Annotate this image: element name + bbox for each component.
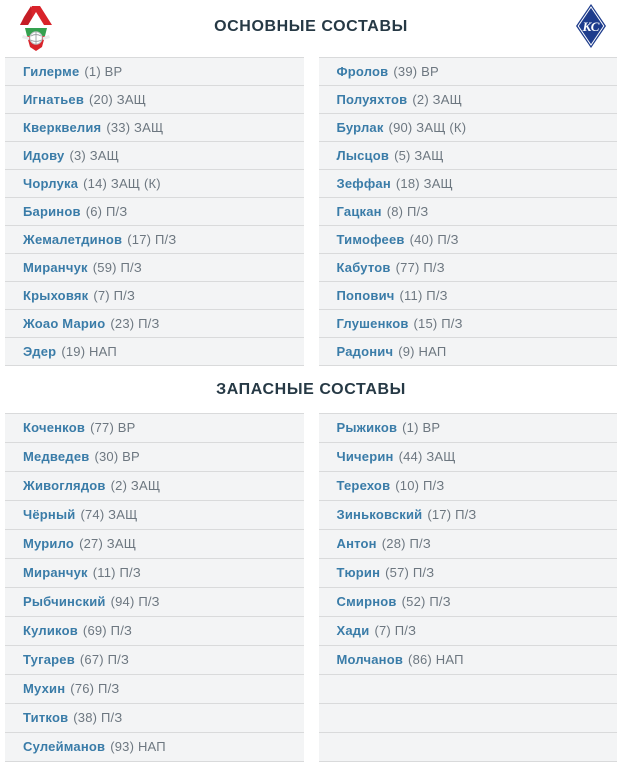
player-row xyxy=(5,442,304,471)
player-row xyxy=(5,169,304,197)
player-details: (44) ЗАЩ xyxy=(398,449,456,464)
player-row xyxy=(5,674,304,703)
player-details: (27) ЗАЩ xyxy=(79,536,137,551)
player-details: (74) ЗАЩ xyxy=(80,507,138,522)
player-name[interactable]: Бурлак xyxy=(336,120,384,135)
player-name[interactable]: Тугарев xyxy=(23,652,75,667)
player-details: (14) ЗАЩ (К) xyxy=(83,176,161,191)
player-row xyxy=(319,85,618,113)
player-name[interactable]: Крыховяк xyxy=(23,288,89,303)
player-row xyxy=(5,57,304,85)
player-details: (23) П/З xyxy=(110,316,160,331)
away-reserve-squad-list xyxy=(319,413,618,762)
home-reserve-squad-list xyxy=(5,413,304,762)
player-name[interactable]: Чорлука xyxy=(23,176,79,191)
player-name[interactable]: Тимофеев xyxy=(336,232,405,247)
player-name[interactable]: Куликов xyxy=(23,623,78,638)
player-name[interactable]: Идову xyxy=(23,148,65,163)
player-details: (94) П/З xyxy=(110,594,160,609)
player-details: (57) П/З xyxy=(385,565,435,580)
player-row xyxy=(319,442,618,471)
player-name[interactable]: Мухин xyxy=(23,681,66,696)
player-details: (7) П/З xyxy=(374,623,417,638)
player-row xyxy=(319,281,618,309)
player-row xyxy=(319,674,618,703)
player-row xyxy=(319,113,618,141)
player-details: (86) НАП xyxy=(408,652,464,667)
player-row xyxy=(319,645,618,674)
svg-text:КС: КС xyxy=(582,19,600,34)
player-details: (9) НАП xyxy=(398,344,447,359)
player-row xyxy=(5,471,304,500)
player-name[interactable]: Терехов xyxy=(336,478,391,493)
player-details: (17) П/З xyxy=(427,507,477,522)
player-details: (77) П/З xyxy=(395,260,445,275)
player-details: (30) ВР xyxy=(94,449,140,464)
player-details: (15) П/З xyxy=(413,316,463,331)
player-name[interactable]: Коченков xyxy=(23,420,86,435)
player-row xyxy=(319,309,618,337)
player-row xyxy=(5,529,304,558)
player-row xyxy=(5,645,304,674)
player-name[interactable]: Смирнов xyxy=(336,594,397,609)
player-details: (38) П/З xyxy=(73,710,123,725)
player-row xyxy=(5,253,304,281)
player-details: (77) ВР xyxy=(90,420,136,435)
player-row xyxy=(5,732,304,761)
player-details: (67) П/З xyxy=(79,652,130,667)
player-row xyxy=(319,587,618,616)
player-row xyxy=(5,558,304,587)
player-details: (20) ЗАЩ xyxy=(89,92,147,107)
player-details: (18) ЗАЩ xyxy=(395,176,453,191)
player-name[interactable]: Лысцов xyxy=(336,148,390,163)
player-details: (52) П/З xyxy=(401,594,451,609)
player-name[interactable]: Рыжиков xyxy=(336,420,398,435)
player-name[interactable]: Радонич xyxy=(336,344,394,359)
player-row xyxy=(5,281,304,309)
player-name[interactable]: Молчанов xyxy=(336,652,404,667)
player-row xyxy=(5,113,304,141)
player-name[interactable]: Миранчук xyxy=(23,565,88,580)
player-name[interactable]: Антон xyxy=(336,536,377,551)
player-details: (11) П/З xyxy=(92,565,141,580)
player-details: (33) ЗАЩ xyxy=(106,120,164,135)
player-details: (11) П/З xyxy=(399,288,448,303)
player-details: (2) ЗАЩ xyxy=(412,92,462,107)
player-name[interactable]: Сулейманов xyxy=(23,739,106,754)
player-name[interactable]: Зиньковский xyxy=(336,507,423,522)
krylia-sovetov-logo xyxy=(575,3,607,49)
player-row xyxy=(319,616,618,645)
player-details: (90) ЗАЩ (К) xyxy=(388,120,467,135)
player-details: (3) ЗАЩ xyxy=(69,148,120,163)
player-name[interactable]: Попович xyxy=(336,288,395,303)
player-row xyxy=(5,500,304,529)
player-details: (17) П/З xyxy=(127,232,177,247)
player-row xyxy=(319,169,618,197)
player-name[interactable]: Живоглядов xyxy=(23,478,106,493)
player-details: (7) П/З xyxy=(93,288,136,303)
player-row xyxy=(319,57,618,85)
main-squads-title: ОСНОВНЫЕ СОСТАВЫ xyxy=(214,18,408,35)
player-name[interactable]: Хади xyxy=(336,623,370,638)
player-name[interactable]: Чичерин xyxy=(336,449,394,464)
player-details: (69) П/З xyxy=(82,623,133,638)
player-row xyxy=(319,253,618,281)
player-row xyxy=(319,529,618,558)
player-row xyxy=(5,309,304,337)
player-row xyxy=(319,703,618,732)
player-row xyxy=(5,85,304,113)
player-name[interactable]: Мурило xyxy=(23,536,75,551)
player-name[interactable]: Гацкан xyxy=(336,204,382,219)
player-details: (5) ЗАЩ xyxy=(394,148,444,163)
player-name[interactable]: Рыбчинский xyxy=(23,594,106,609)
player-name[interactable]: Чёрный xyxy=(23,507,76,522)
player-details: (1) ВР xyxy=(84,64,123,79)
player-details: (8) П/З xyxy=(386,204,429,219)
player-row xyxy=(319,197,618,225)
player-row xyxy=(5,587,304,616)
reserve-squads-title: ЗАПАСНЫЕ СОСТАВЫ xyxy=(216,381,406,398)
player-name[interactable]: Миранчук xyxy=(23,260,88,275)
player-details: (39) ВР xyxy=(393,64,439,79)
player-details: (76) П/З xyxy=(70,681,120,696)
player-row xyxy=(319,225,618,253)
player-row xyxy=(319,500,618,529)
player-row xyxy=(319,141,618,169)
player-name[interactable]: Кверквелия xyxy=(23,120,102,135)
player-name[interactable]: Зеффан xyxy=(336,176,391,191)
player-details: (40) П/З xyxy=(409,232,459,247)
player-row xyxy=(5,337,304,365)
player-details: (59) П/З xyxy=(92,260,142,275)
main-squads-section xyxy=(0,57,622,366)
player-details: (19) НАП xyxy=(61,344,117,359)
player-row xyxy=(5,141,304,169)
reserve-title-area xyxy=(0,366,622,413)
player-details: (10) П/З xyxy=(395,478,445,493)
player-name[interactable]: Кабутов xyxy=(336,260,391,275)
player-row xyxy=(319,413,618,442)
player-row xyxy=(5,413,304,442)
away-main-squad-list xyxy=(319,57,618,366)
player-name[interactable]: Эдер xyxy=(23,344,57,359)
player-name[interactable]: Титков xyxy=(23,710,69,725)
player-details: (93) НАП xyxy=(110,739,166,754)
player-name[interactable]: Жемалетдинов xyxy=(23,232,123,247)
player-name[interactable]: Глушенков xyxy=(336,316,409,331)
player-details: (6) П/З xyxy=(85,204,128,219)
player-row xyxy=(5,616,304,645)
home-main-squad-list xyxy=(5,57,304,366)
reserve-squads-section xyxy=(0,413,622,762)
player-name[interactable]: Полуяхтов xyxy=(336,92,408,107)
player-name[interactable]: Медведев xyxy=(23,449,90,464)
player-row xyxy=(5,197,304,225)
player-details: (1) ВР xyxy=(402,420,441,435)
player-name[interactable]: Фролов xyxy=(336,64,389,79)
player-name[interactable]: Баринов xyxy=(23,204,81,219)
player-row xyxy=(5,703,304,732)
player-row xyxy=(5,225,304,253)
player-row xyxy=(319,337,618,365)
player-name[interactable]: Тюрин xyxy=(336,565,381,580)
player-row xyxy=(319,732,618,761)
player-name[interactable]: Гилерме xyxy=(23,64,80,79)
player-details: (2) ЗАЩ xyxy=(110,478,161,493)
player-row xyxy=(319,471,618,500)
player-name[interactable]: Жоао Марио xyxy=(23,316,106,331)
header xyxy=(0,0,622,57)
player-details: (28) П/З xyxy=(381,536,431,551)
player-row xyxy=(319,558,618,587)
player-name[interactable]: Игнатьев xyxy=(23,92,85,107)
